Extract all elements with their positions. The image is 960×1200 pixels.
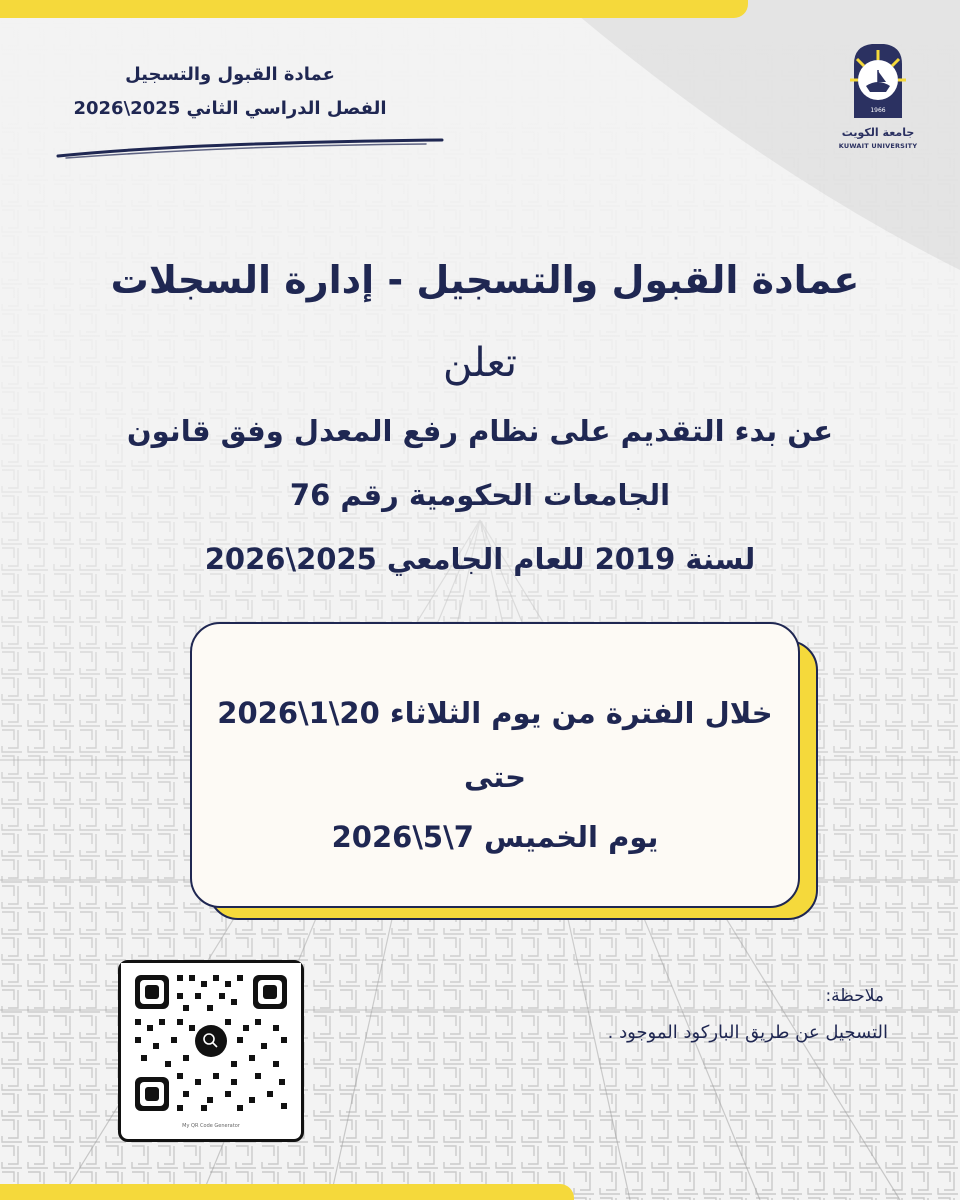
note-title: ملاحظة: [825, 986, 884, 1006]
announce-word: تعلن [442, 340, 518, 386]
brush-underline [56, 136, 446, 162]
body-line-2: الجامعات الحكومية رقم 76 [289, 478, 671, 512]
header-semester: الفصل الدراسي الثاني 2025\2026 [73, 98, 387, 119]
logo-year: 1966 [870, 107, 886, 114]
logo-name-en: KUWAIT UNIVERSITY [838, 142, 918, 150]
period-card [190, 622, 800, 908]
note-text: التسجيل عن طريق الباركود الموجود . [607, 1022, 888, 1043]
header-block [60, 58, 400, 126]
period-end: يوم الخميس 7\5\2026 [331, 820, 659, 854]
top-accent-strip [0, 0, 748, 18]
qr-code-icon [121, 963, 301, 1123]
logo-name-ar: جامعة الكويت [841, 126, 915, 139]
header-dept: عمادة القبول والتسجيل [125, 64, 335, 85]
body-line-1: عن بدء التقديم على نظام رفع المعدل وفق قانون [126, 414, 834, 448]
qr-caption: My QR Code Generator [182, 1123, 240, 1129]
period-until: حتى [463, 760, 527, 794]
main-headline: عمادة القبول والتسجيل - إدارة السجلات [110, 258, 860, 302]
university-logo [832, 38, 924, 156]
qr-code[interactable] [118, 960, 304, 1142]
body-line-3: لسنة 2019 للعام الجامعي 2025\2026 [204, 542, 756, 576]
bottom-accent-strip [0, 1184, 574, 1200]
period-start: خلال الفترة من يوم الثلاثاء 20\1\2026 [217, 696, 773, 730]
emblem-icon [832, 38, 924, 126]
